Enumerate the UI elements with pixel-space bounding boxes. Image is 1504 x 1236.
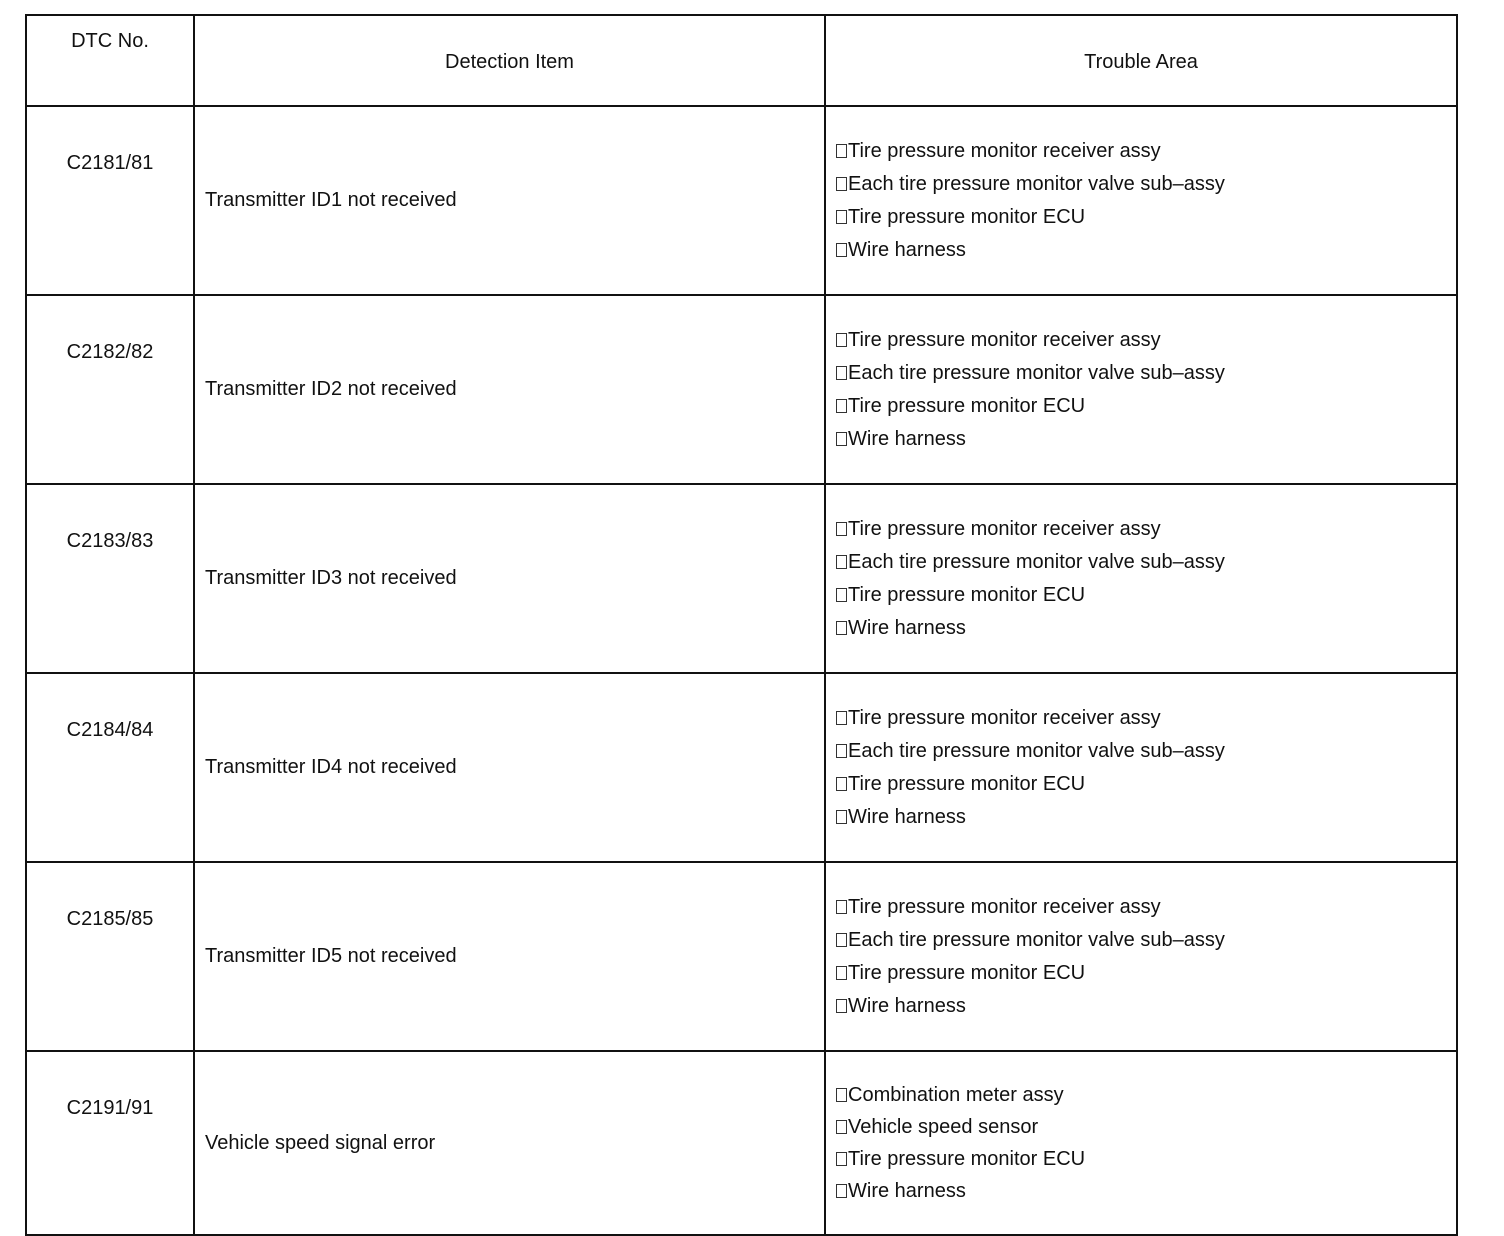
dtc-code: C2183/83 xyxy=(26,484,194,673)
trouble-area-text: Wire harness xyxy=(848,238,966,261)
checkbox-bullet-icon xyxy=(836,432,847,446)
trouble-area-item xyxy=(836,546,1456,579)
checkbox-bullet-icon xyxy=(836,588,847,602)
checkbox-bullet-icon xyxy=(836,243,847,257)
trouble-area-item xyxy=(836,579,1456,612)
checkbox-bullet-icon xyxy=(836,1152,847,1166)
trouble-area-item xyxy=(836,957,1456,990)
checkbox-bullet-icon xyxy=(836,900,847,914)
trouble-area-item xyxy=(836,513,1456,546)
table-body xyxy=(26,106,1457,1235)
trouble-area-text: Wire harness xyxy=(848,427,966,450)
detection-item: Transmitter ID3 not received xyxy=(194,484,825,673)
detection-item: Transmitter ID2 not received xyxy=(194,295,825,484)
trouble-area-text: Vehicle speed sensor xyxy=(848,1116,1039,1138)
trouble-area-item xyxy=(836,234,1456,267)
detection-item: Transmitter ID5 not received xyxy=(194,862,825,1051)
dtc-table xyxy=(25,14,1458,1236)
trouble-area-text: Tire pressure monitor ECU xyxy=(848,583,1086,606)
header-trouble-area: Trouble Area xyxy=(825,15,1457,106)
trouble-area-item xyxy=(836,168,1456,201)
trouble-area-list xyxy=(836,324,1456,456)
trouble-area-text: Wire harness xyxy=(848,805,966,828)
trouble-area-text: Wire harness xyxy=(848,1180,966,1202)
dtc-code: C2182/82 xyxy=(26,295,194,484)
trouble-area-item xyxy=(836,357,1456,390)
checkbox-bullet-icon xyxy=(836,333,847,347)
trouble-area-item xyxy=(836,702,1456,735)
trouble-area-item xyxy=(836,1175,1456,1207)
trouble-area-list xyxy=(836,513,1456,645)
detection-item: Vehicle speed signal error xyxy=(194,1051,825,1235)
trouble-area-item xyxy=(836,135,1456,168)
checkbox-bullet-icon xyxy=(836,522,847,536)
trouble-area xyxy=(825,862,1457,1051)
header-row xyxy=(26,15,1457,106)
checkbox-bullet-icon xyxy=(836,210,847,224)
table-row xyxy=(26,295,1457,484)
trouble-area-text: Wire harness xyxy=(848,994,966,1017)
trouble-area-text: Tire pressure monitor receiver assy xyxy=(848,895,1161,918)
header-dtc-no: DTC No. xyxy=(26,15,194,106)
trouble-area-item xyxy=(836,924,1456,957)
checkbox-bullet-icon xyxy=(836,711,847,725)
trouble-area-text: Tire pressure monitor ECU xyxy=(848,961,1086,984)
table-row xyxy=(26,106,1457,295)
trouble-area-item xyxy=(836,735,1456,768)
dtc-code: C2181/81 xyxy=(26,106,194,295)
table-row xyxy=(26,1051,1457,1235)
trouble-area-text: Each tire pressure monitor valve sub–assy xyxy=(848,172,1225,195)
trouble-area-text: Each tire pressure monitor valve sub–assy xyxy=(848,361,1225,384)
trouble-area xyxy=(825,295,1457,484)
trouble-area xyxy=(825,106,1457,295)
trouble-area-list xyxy=(836,135,1456,267)
trouble-area-text: Tire pressure monitor receiver assy xyxy=(848,328,1161,351)
trouble-area-text: Tire pressure monitor receiver assy xyxy=(848,517,1161,540)
trouble-area-item xyxy=(836,324,1456,357)
trouble-area-item xyxy=(836,768,1456,801)
trouble-area-item xyxy=(836,423,1456,456)
checkbox-bullet-icon xyxy=(836,366,847,380)
checkbox-bullet-icon xyxy=(836,1088,847,1102)
table-row xyxy=(26,673,1457,862)
checkbox-bullet-icon xyxy=(836,1120,847,1134)
checkbox-bullet-icon xyxy=(836,555,847,569)
checkbox-bullet-icon xyxy=(836,744,847,758)
checkbox-bullet-icon xyxy=(836,621,847,635)
trouble-area-text: Each tire pressure monitor valve sub–assy xyxy=(848,739,1225,762)
detection-item: Transmitter ID1 not received xyxy=(194,106,825,295)
header-detection-item: Detection Item xyxy=(194,15,825,106)
checkbox-bullet-icon xyxy=(836,999,847,1013)
trouble-area-text: Each tire pressure monitor valve sub–assy xyxy=(848,550,1225,573)
trouble-area xyxy=(825,484,1457,673)
trouble-area xyxy=(825,1051,1457,1235)
trouble-area-item xyxy=(836,1111,1456,1143)
trouble-area-text: Tire pressure monitor receiver assy xyxy=(848,706,1161,729)
trouble-area-text: Tire pressure monitor ECU xyxy=(848,772,1086,795)
table-row xyxy=(26,484,1457,673)
checkbox-bullet-icon xyxy=(836,177,847,191)
trouble-area-item xyxy=(836,801,1456,834)
trouble-area-text: Wire harness xyxy=(848,616,966,639)
table-row xyxy=(26,862,1457,1051)
checkbox-bullet-icon xyxy=(836,810,847,824)
detection-item: Transmitter ID4 not received xyxy=(194,673,825,862)
trouble-area-item xyxy=(836,891,1456,924)
trouble-area xyxy=(825,673,1457,862)
checkbox-bullet-icon xyxy=(836,144,847,158)
checkbox-bullet-icon xyxy=(836,933,847,947)
trouble-area-item xyxy=(836,990,1456,1023)
dtc-code: C2184/84 xyxy=(26,673,194,862)
checkbox-bullet-icon xyxy=(836,399,847,413)
checkbox-bullet-icon xyxy=(836,1184,847,1198)
trouble-area-text: Tire pressure monitor receiver assy xyxy=(848,139,1161,162)
trouble-area-item xyxy=(836,1143,1456,1175)
trouble-area-text: Combination meter assy xyxy=(848,1084,1064,1106)
trouble-area-list xyxy=(836,1079,1456,1207)
table-header xyxy=(26,15,1457,106)
dtc-code: C2185/85 xyxy=(26,862,194,1051)
trouble-area-text: Tire pressure monitor ECU xyxy=(848,394,1086,417)
trouble-area-list xyxy=(836,702,1456,834)
trouble-area-text: Each tire pressure monitor valve sub–assy xyxy=(848,928,1225,951)
dtc-code: C2191/91 xyxy=(26,1051,194,1235)
trouble-area-text: Tire pressure monitor ECU xyxy=(848,205,1086,228)
trouble-area-item xyxy=(836,612,1456,645)
trouble-area-text: Tire pressure monitor ECU xyxy=(848,1148,1086,1170)
trouble-area-item xyxy=(836,1079,1456,1111)
checkbox-bullet-icon xyxy=(836,777,847,791)
trouble-area-list xyxy=(836,891,1456,1023)
trouble-area-item xyxy=(836,390,1456,423)
trouble-area-item xyxy=(836,201,1456,234)
